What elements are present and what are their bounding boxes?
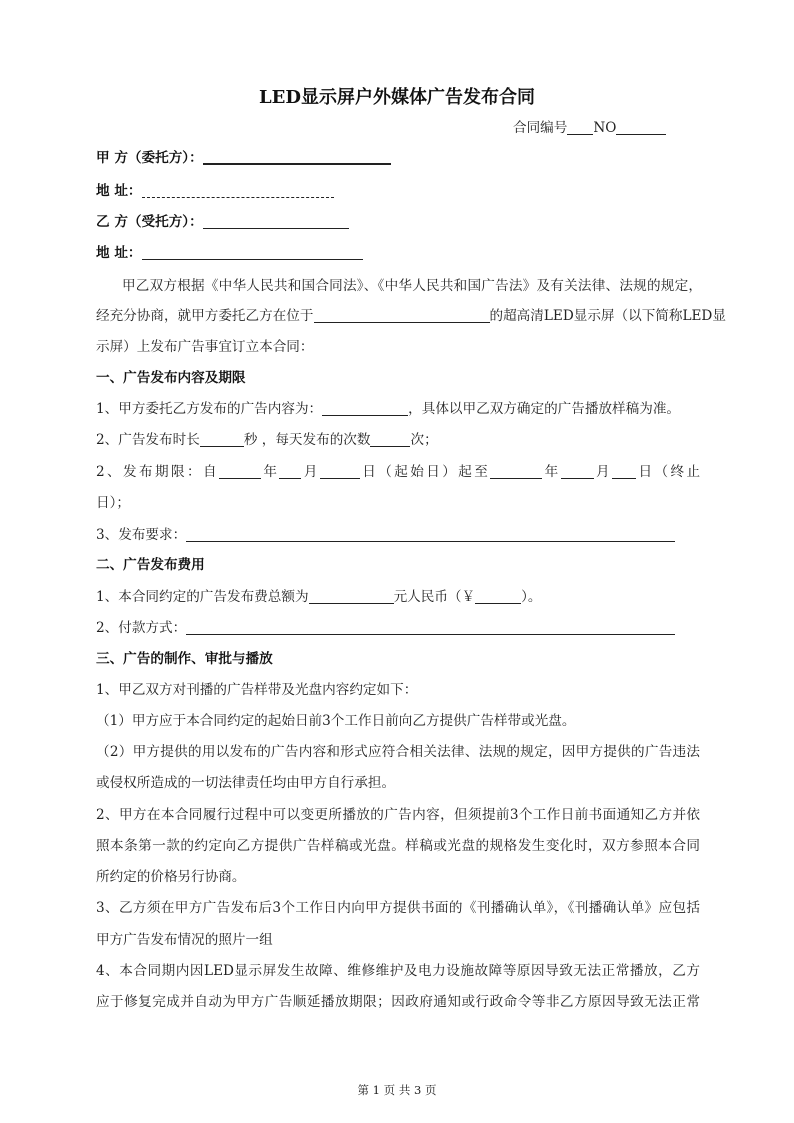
ad-content-blank[interactable] <box>322 400 408 416</box>
clause-text: 次； <box>410 432 438 448</box>
party-b-label: 乙 方（受托方）： <box>96 214 203 230</box>
clause-1-4 <box>96 525 700 545</box>
party-a-address <box>96 181 700 201</box>
section-3-line: 或侵权所造成的一切法律责任均由甲方自行承担。 <box>96 775 396 791</box>
year-label: 年 <box>542 464 561 480</box>
contract-number <box>513 118 713 138</box>
clause-1-2 <box>96 430 700 450</box>
section-2-heading: 二、广告发布费用 <box>96 557 205 573</box>
clause-1-3 <box>96 462 700 482</box>
clause-text: 日（起始日）起至 <box>359 464 491 480</box>
party-a-blank[interactable] <box>203 148 391 165</box>
intro-line-1: 甲乙双方根据《中华人民共和国合同法》、《中华人民共和国广告法》及有关法律、法规的规定， <box>122 278 702 294</box>
month-label: 月 <box>593 464 613 480</box>
party-b-address <box>96 243 700 263</box>
start-year-blank[interactable] <box>219 463 261 479</box>
clause-text: 元人民币（￥ <box>393 589 476 605</box>
clause-text: ）。 <box>521 589 542 605</box>
intro-text: 经充分协商，就甲方委托乙方在位于 <box>96 308 314 324</box>
party-a <box>96 148 700 168</box>
clause-text: 2、发布期限：自 <box>96 464 220 480</box>
clause-2-2 <box>96 618 700 638</box>
section-3-heading: 三、广告的制作、审批与播放 <box>96 651 273 667</box>
duration-blank[interactable] <box>200 431 244 447</box>
clause-text: 日（终止 <box>636 464 701 480</box>
requirements-blank[interactable] <box>186 526 675 542</box>
section-3-line: 3、乙方须在甲方广告发布后3个工作日内向甲方提供书面的《刊播确认单》，《刊播确认单》应包括 <box>96 900 700 916</box>
party-b-address-label: 地 址： <box>96 245 142 261</box>
contract-number-blank[interactable] <box>567 119 593 135</box>
clause-text: 1、甲方委托乙方发布的广告内容为： <box>96 401 323 417</box>
clause-text: 1、本合同约定的广告发布费总额为 <box>96 589 309 605</box>
end-day-blank[interactable] <box>612 463 636 479</box>
intro-line-3: 示屏）上发布广告事宜订立本合同： <box>96 339 314 355</box>
section-3-line: 2、甲方在本合同履行过程中可以变更所播放的广告内容，但须提前3个工作日前书面通知乙方并依 <box>96 807 700 823</box>
payment-method-blank[interactable] <box>186 619 675 635</box>
contract-number-no: NO <box>593 120 617 136</box>
month-label: 月 <box>301 464 320 480</box>
clause-text: 3、发布要求： <box>96 527 187 543</box>
contract-number-blank-2[interactable] <box>616 119 666 135</box>
year-label: 年 <box>261 464 280 480</box>
party-a-label: 甲 方（委托方）： <box>96 150 203 166</box>
clause-text: 2、付款方式： <box>96 620 187 636</box>
start-day-blank[interactable] <box>320 463 360 479</box>
section-3-line: 4、本合同期内因LED显示屏发生故障、维修维护及电力设施故障等原因导致无法正常播放，乙方 <box>96 963 700 979</box>
location-blank[interactable] <box>314 307 490 323</box>
section-3-line: （1）甲方应于本合同约定的起始日前3个工作日前向乙方提供广告样带或光盘。 <box>96 713 576 729</box>
fee-words-blank[interactable] <box>309 588 394 604</box>
party-b-blank[interactable] <box>203 213 349 229</box>
intro-line-2 <box>96 306 726 326</box>
end-month-blank[interactable] <box>561 463 594 479</box>
party-a-address-blank[interactable] <box>142 182 334 198</box>
section-3-line: （2）甲方提供的用以发布的广告内容和形式应符合相关法律、法规的规定，因甲方提供的广告违法 <box>96 744 700 760</box>
contract-number-label: 合同编号 <box>513 120 568 136</box>
clause-text: 秒 ，每天发布的次数 <box>243 432 371 448</box>
section-3-line: 应于修复完成并自动为甲方广告顺延播放期限；因政府通知或行政命令等非乙方原因导致无法正常 <box>96 994 700 1010</box>
section-3-line: 甲方广告发布情况的照片一组 <box>96 932 273 948</box>
clause-text: 2、广告发布时长 <box>96 432 200 448</box>
fee-amount-blank[interactable] <box>475 588 521 604</box>
section-3-line: 照本条第一款的约定向乙方提供广告样稿或光盘。样稿或光盘的规格发生变化时，双方参照本合同 <box>96 838 700 854</box>
party-b <box>96 212 700 232</box>
clause-1-1 <box>96 399 700 419</box>
party-b-address-blank[interactable] <box>142 244 363 260</box>
section-1-heading: 一、广告发布内容及期限 <box>96 370 246 386</box>
party-a-address-label: 地 址： <box>96 183 142 199</box>
section-3-line: 所约定的价格另行协商。 <box>96 869 246 885</box>
section-3-line: 1、甲乙双方对刊播的广告样带及光盘内容约定如下： <box>96 682 418 698</box>
clause-1-3-cont: 日）； <box>96 495 130 511</box>
times-blank[interactable] <box>370 431 410 447</box>
start-month-blank[interactable] <box>279 463 301 479</box>
end-year-blank[interactable] <box>490 463 542 479</box>
intro-text: 的超高清LED显示屏（以下简称LED显 <box>489 308 726 324</box>
clause-text: ，具体以甲乙双方确定的广告播放样稿为准。 <box>408 401 681 417</box>
clause-2-1 <box>96 587 700 607</box>
document-title: LED显示屏户外媒体广告发布合同 <box>259 87 535 108</box>
page-footer: 第 1 页 共 3 页 <box>357 1083 437 1097</box>
